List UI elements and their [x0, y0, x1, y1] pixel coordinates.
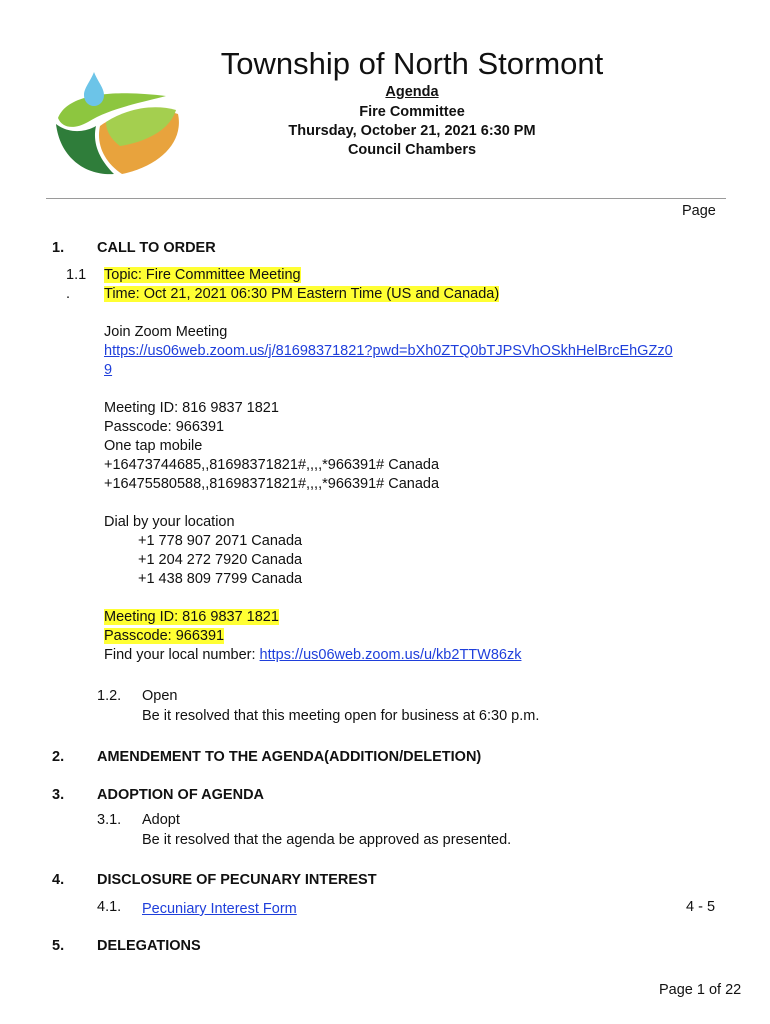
page-number: Page 1 of 22 [659, 982, 742, 998]
section-4-title: DISCLOSURE OF PECUNARY INTEREST [97, 872, 377, 888]
meeting-id: Meeting ID: 816 9837 1821 [104, 400, 279, 416]
dial-number-2: +1 204 272 7920 Canada [138, 552, 303, 568]
item-3-1-number: 3.1. [97, 812, 122, 828]
section-2-title: AMENDEMENT TO THE AGENDA(ADDITION/DELETION) [97, 749, 482, 765]
meeting-time: Time: Oct 21, 2021 06:30 PM Eastern Time (US and Canada) [104, 286, 500, 302]
section-2-number: 2. [52, 749, 65, 765]
section-1-title: CALL TO ORDER [97, 240, 216, 256]
item-4-1-number: 4.1. [97, 899, 122, 915]
agenda-heading: Agenda [385, 84, 439, 100]
find-local-number-link[interactable]: https://us06web.zoom.us/u/kb2TTW86zk [259, 647, 522, 663]
find-local-number-label: Find your local number: [104, 647, 260, 663]
section-4-number: 4. [52, 872, 65, 888]
item-1-2-text: Be it resolved that this meeting open for business at 6:30 p.m. [142, 708, 540, 724]
section-1-number: 1. [52, 240, 65, 256]
section-5-number: 5. [52, 938, 65, 954]
item-3-1-title: Adopt [142, 812, 180, 828]
zoom-meeting-link[interactable]: https://us06web.zoom.us/j/81698371821?pwd=bXh0ZTQ0bTJPSVhOSkhHelBrcEhGZz0 [104, 343, 673, 359]
find-local-number [104, 647, 521, 663]
meeting-topic: Topic: Fire Committee Meeting [104, 267, 301, 283]
one-tap-number-1: +16473744685,,81698371821#,,,,*966391# Canada [104, 457, 440, 473]
header-divider [46, 198, 726, 199]
passcode-highlighted: Passcode: 966391 [104, 628, 225, 644]
pecuniary-interest-form-link[interactable]: Pecuniary Interest Form [142, 901, 297, 917]
item-1-2-title: Open [142, 688, 178, 704]
meeting-datetime: Thursday, October 21, 2021 6:30 PM [288, 123, 536, 139]
section-5-title: DELEGATIONS [97, 938, 201, 954]
meeting-id-highlighted: Meeting ID: 816 9837 1821 [104, 609, 279, 625]
meeting-location: Council Chambers [347, 142, 477, 158]
item-1-1-number-dot: . [66, 286, 71, 302]
item-1-2-number: 1.2. [97, 688, 122, 704]
join-zoom-label: Join Zoom Meeting [104, 324, 228, 340]
section-3-title: ADOPTION OF AGENDA [97, 787, 265, 803]
passcode: Passcode: 966391 [104, 419, 225, 435]
dial-by-location-label: Dial by your location [104, 514, 235, 530]
section-3-number: 3. [52, 787, 65, 803]
item-3-1-text: Be it resolved that the agenda be approved as presented. [142, 832, 512, 848]
dial-number-1: +1 778 907 2071 Canada [138, 533, 303, 549]
item-1-1-number: 1.1 [66, 267, 87, 283]
committee-name: Fire Committee [359, 104, 465, 120]
one-tap-mobile-label: One tap mobile [104, 438, 203, 454]
dial-number-3: +1 438 809 7799 Canada [138, 571, 303, 587]
item-4-1-pages: 4 - 5 [686, 899, 716, 915]
document-title: Township of North Stormont [220, 46, 604, 81]
one-tap-number-2: +16475580588,,81698371821#,,,,*966391# Canada [104, 476, 440, 492]
page-column-label: Page [682, 203, 716, 219]
zoom-meeting-link-continued[interactable]: 9 [104, 362, 113, 378]
